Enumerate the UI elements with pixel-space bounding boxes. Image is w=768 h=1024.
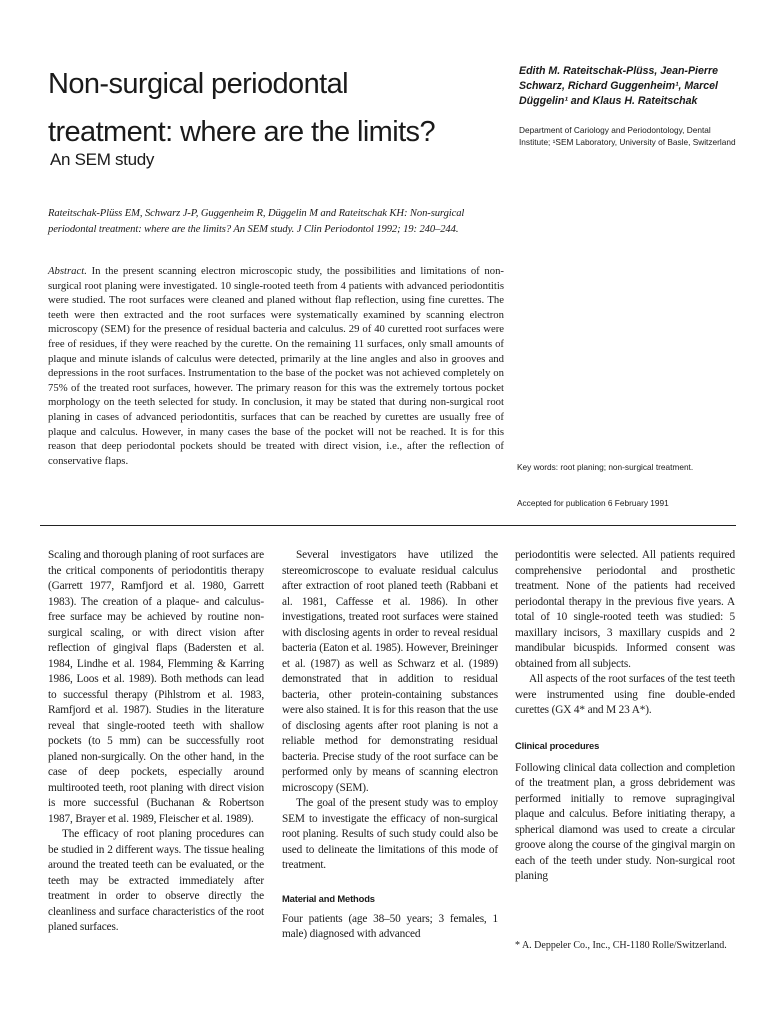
article-subtitle: An SEM study: [50, 150, 155, 169]
paragraph: The goal of the present study was to employ SEM to investigate the efficacy of non-surgical root planing. Results of such study could also be used to delineate the limitations of this mode of treatment.: [282, 797, 498, 871]
paragraph: Following clinical data collection and completion of the treatment plan, a gross debridement was performed initially to remove supragingival plaque and calculus. Before initiating therapy, a spherical diamond was used to create a circular groove along the course of the gingival margin on each of the teeth under study. Non-surgical root planing: [515, 761, 735, 882]
body-column-1: [48, 548, 264, 936]
author-list: Edith M. Rateitschak-Plüss, Jean-Pierre Schwarz, Richard Guggenheim¹, Marcel Düggelin¹ and Klaus H. Rateitschak: [519, 65, 718, 107]
author-affiliation: Department of Cariology and Periodontology, Dental Institute; ¹SEM Laboratory, University of Basle, Switzerland: [519, 125, 736, 147]
article-title: [48, 60, 508, 156]
abstract: [48, 264, 504, 468]
paragraph: All aspects of the root surfaces of the test teeth were instrumented using fine double-ended curettes (GX 4* and M 23 A*).: [515, 673, 735, 716]
paragraph: Four patients (age 38–50 years; 3 females, 1 male) diagnosed with advanced: [282, 912, 498, 940]
title-line-1: Non-surgical periodontal: [48, 68, 348, 100]
abstract-text: In the present scanning electron microscopic study, the possibilities and limitations of non-surgical root planing were investigated. 10 single-rooted teeth from 4 patients with advanced periodontitis were studied. The root surfaces were cleaned and planed without flap reflection, using fine curettes. The teeth were then extracted and the root surfaces were systematically examined by scanning electron microscopy (SEM) for the presence of residual bacteria and calculus. 29 of 40 curetted root surfaces were free of residues, if they were reached by the curette. On the remaining 11 surfaces, only small amounts of plaque and minute islands of calculus were detected, primarily at the line angles and also in grooves and depressions in the root surfaces. Instrumentation to the base of the pocket was not achieved completely on 75% of the treated root surfaces, however. The primary reason for this was the extremely tortous pocket morphology on the teeth selected for study. In conclusion, it may be stated that during non-surgical root planing in cases of advanced periodontitis, surfaces that can be reached by curettes are usually free of plaque and calculus. However, in many cases the base of the pocket will not be reached. It is for this reason that deep periodontal pockets should be treated with direct vision, i.e., after the reflection of conservative flaps.: [48, 265, 504, 467]
paragraph: Several investigators have utilized the stereomicroscope to evaluate residual calculus after extraction of root planed teeth (Rabbani et al. 1981, Caffesse et al. 1986). In other investigations, treated root surfaces were stained with disclosing agents in order to reveal residual bacteria (Eaton et al. 1985). However, Breininger et al. (1987) as well as Schwarz et al. (1989) demonstrated that in addition to residual bacteria, other protein-containing substances were also stained. It is for this reason that the use of disclosing agents after root planing is not a reliable method for demonstrating residual bacteria. Precise study of the root surface can be performed only by means of scanning electron microscopy (SEM).: [282, 549, 498, 794]
citation: Rateitschak-Plüss EM, Schwarz J-P, Guggenheim R, Düggelin M and Rateitschak KH: Non-surgical periodontal treatment: where are the limits? An SEM study. J Clin Periodontol 1992; 19: 240–244.: [48, 208, 465, 235]
body-column-3: [515, 548, 735, 885]
paragraph: Scaling and thorough planing of root surfaces are the critical components of periodontitis therapy (Garrett 1977, Ramfjord et al. 1980, Garrett 1983). The creation of a plaque- and calculus-free surface may be achieved by routine non-surgical scaling, or with direct vision after reflection of gingival flaps (Badersten et al. 1984, Lindhe et al. 1984, Flemming & Karring 1986, Loos et al. 1989). Both methods can lead to successful therapy (Pihlstrom et al. 1983, Ramfjord et al. 1987). Studies in the literature reveal that single-rooted teeth with shallow pockets (to 5 mm) can be successfully root planed non-surgically. On the other hand, in the case of deep pockets, especially around multirooted teeth, root planing with direct vision is more successful (Buchanan & Robertson 1987, Brayer et al. 1989, Fleischer et al. 1989).: [48, 549, 264, 825]
accepted-date: Accepted for publication 6 February 1991: [517, 498, 669, 508]
keywords: Key words: root planing; non-surgical treatment.: [517, 462, 694, 472]
paragraph: The efficacy of root planing procedures can be studied in 2 different ways. The tissue healing around the treated teeth can be evaluated, or the teeth may be extracted immediately after treatment in order to observe directly the cleanliness and surface characteristics of the root planed surfaces.: [48, 828, 264, 933]
body-column-2: [282, 548, 498, 943]
section-heading-methods: Material and Methods: [282, 892, 375, 904]
section-divider: [40, 525, 736, 526]
footnote: * A. Deppeler Co., Inc., CH-1180 Rolle/Switzerland.: [515, 940, 727, 951]
title-line-2: treatment: where are the limits?: [48, 116, 435, 148]
section-heading-clinical: Clinical procedures: [515, 739, 600, 751]
paragraph: periodontitis were selected. All patients required comprehensive periodontal and prosthetic treatment. None of the patients had received periodontal therapy in the previous five years. A total of 10 single-rooted teeth was studied: 5 maxillary incisors, 3 maxillary cuspids and 2 mandibular bicuspids. Informed consent was obtained from all subjects.: [515, 549, 735, 670]
abstract-label: Abstract.: [48, 265, 87, 277]
